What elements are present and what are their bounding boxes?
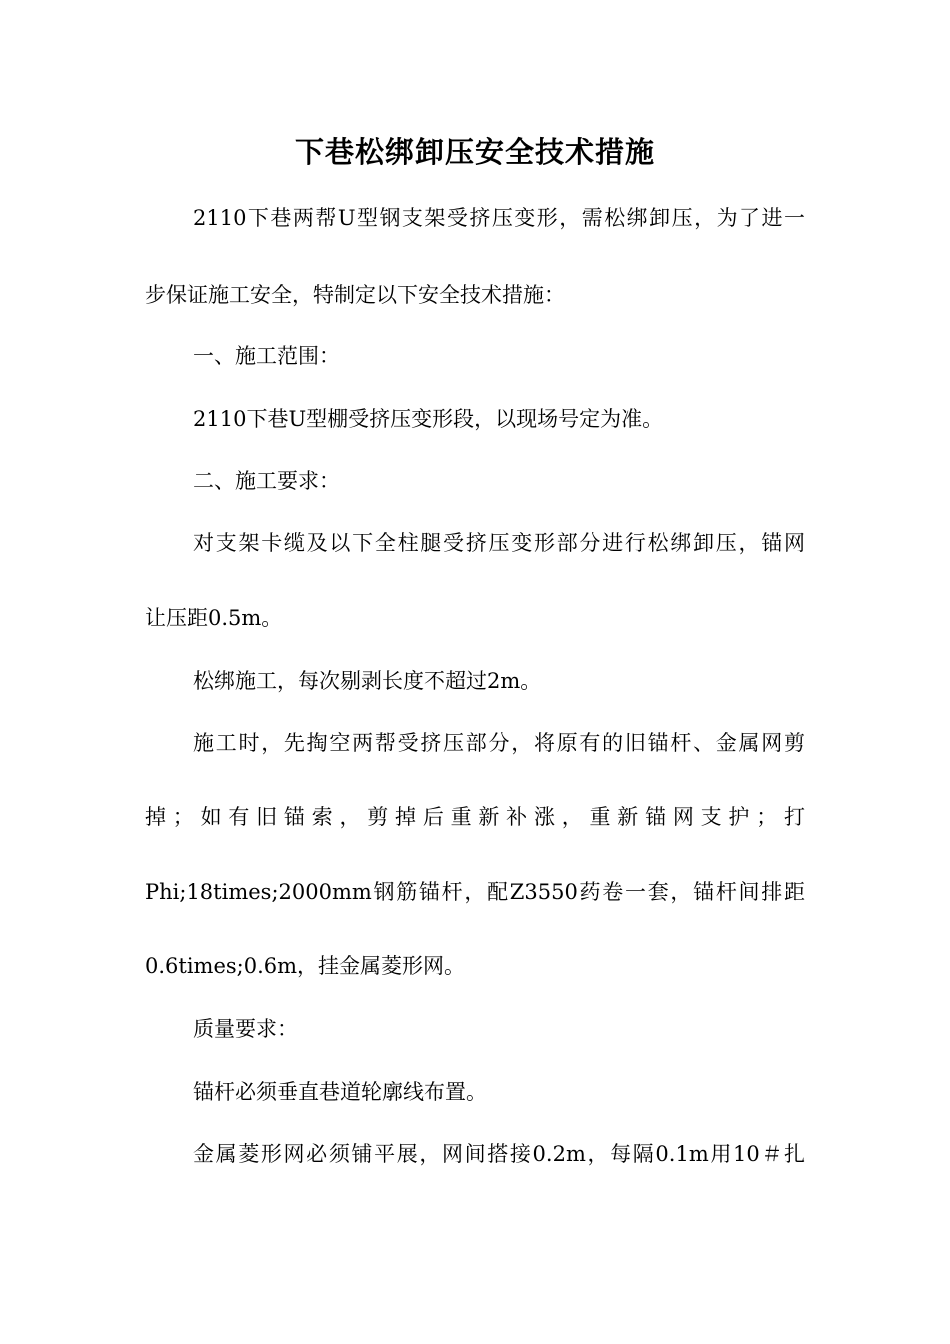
paragraph-line: 松绑施工，每次剔剥长度不超过2m。 (193, 669, 542, 693)
paragraph-line: 2110下巷两帮U型钢支架受挤压变形，需松绑卸压，为了进一 (193, 206, 805, 230)
paragraph-line: 对支架卡缆及以下全柱腿受挤压变形部分进行松绑卸压，锚网 (193, 531, 805, 555)
paragraph-line: Phi;18times;2000mm钢筋锚杆，配Z3550药卷一套，锚杆间排距 (145, 880, 805, 904)
paragraph-line: 掉；如有旧锚索，剪掉后重新补涨，重新锚网支护；打 (145, 805, 805, 829)
section-heading: 质量要求： (193, 1017, 298, 1041)
paragraph-line: 施工时，先掏空两帮受挤压部分，将原有的旧锚杆、金属网剪 (193, 731, 805, 755)
section-heading: 二、施工要求： (193, 469, 340, 493)
paragraph-line: 步保证施工安全，特制定以下安全技术措施： (145, 283, 565, 307)
document-title: 下巷松绑卸压安全技术措施 (294, 135, 655, 169)
paragraph-line: 让压距0.5m。 (145, 606, 283, 630)
paragraph-line: 锚杆必须垂直巷道轮廓线布置。 (193, 1080, 487, 1104)
section-heading: 一、施工范围： (193, 344, 340, 368)
paragraph-line: 金属菱形网必须铺平展，网间搭接0.2m，每隔0.1m用10＃扎 (193, 1142, 805, 1166)
paragraph-line: 2110下巷U型棚受挤压变形段，以现场号定为准。 (193, 407, 664, 431)
paragraph-line: 0.6times;0.6m，挂金属菱形网。 (145, 954, 466, 978)
